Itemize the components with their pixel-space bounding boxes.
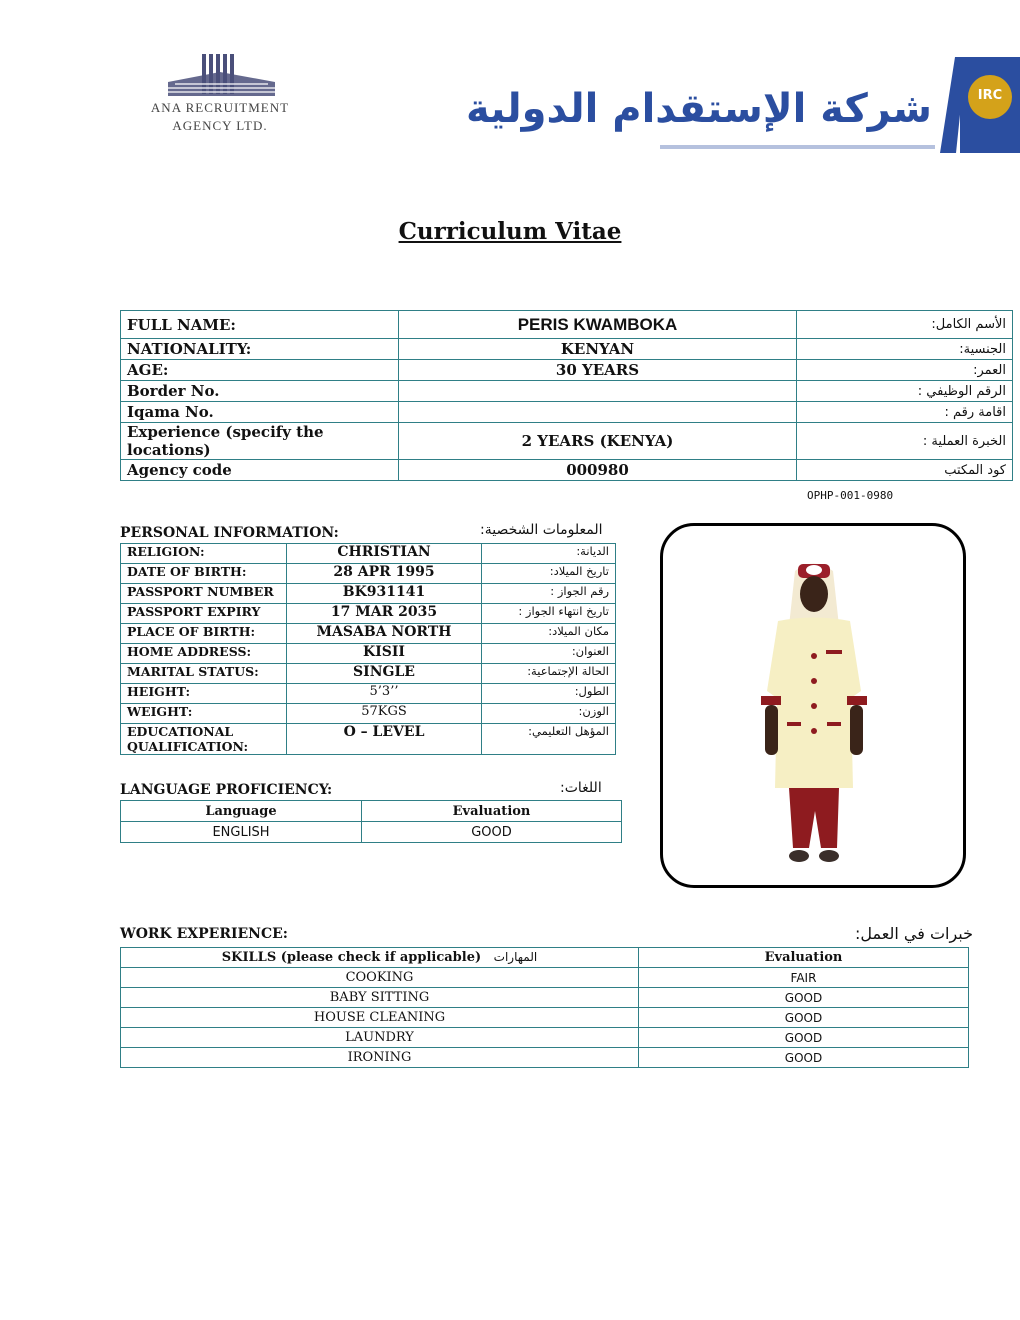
candidate-photo (660, 523, 966, 888)
skill-name: LAUNDRY (121, 1028, 639, 1048)
personal-info-label-ar: مكان الميلاد: (482, 624, 616, 644)
skill-name: HOUSE CLEANING (121, 1008, 639, 1028)
personal-info-label-ar: العنوان: (482, 644, 616, 664)
work-experience-title: WORK EXPERIENCE: (120, 926, 288, 942)
personal-info-row (121, 664, 616, 684)
personal-info-value: CHRISTIAN (287, 544, 482, 564)
language-name: ENGLISH (121, 822, 362, 843)
language-evaluation: GOOD (362, 822, 622, 843)
main-info-label-ar: كود المكتب (797, 460, 1013, 481)
main-info-label-ar: الأسم الكامل: (797, 311, 1013, 339)
personal-info-row (121, 604, 616, 624)
skill-evaluation: GOOD (639, 988, 969, 1008)
personal-info-value: KISII (287, 644, 482, 664)
personal-info-row (121, 544, 616, 564)
language-title: LANGUAGE PROFICIENCY: (120, 782, 333, 798)
ana-logo-line1: ANA RECRUITMENT (150, 100, 290, 115)
main-info-label: Experience (specify the locations) (121, 423, 399, 460)
main-info-value (399, 381, 797, 402)
skills-table (120, 947, 969, 1068)
personal-info-row (121, 724, 616, 755)
personal-info-label-ar: تاريخ الميلاد: (482, 564, 616, 584)
main-info-label-ar: الجنسية: (797, 339, 1013, 360)
skill-row (121, 1008, 969, 1028)
personal-info-row (121, 644, 616, 664)
main-info-row (121, 360, 1013, 381)
language-table (120, 800, 622, 843)
language-row (121, 822, 622, 843)
work-experience-title-ar: خبرات في العمل: (855, 924, 974, 943)
skill-row (121, 1048, 969, 1068)
skills-header-ar: المهارات (493, 950, 538, 964)
main-info-row (121, 339, 1013, 360)
personal-info-row (121, 684, 616, 704)
building-icon (130, 52, 310, 100)
main-info-value: 000980 (399, 460, 797, 481)
main-info-value: 2 YEARS (KENYA) (399, 423, 797, 460)
skill-evaluation: GOOD (639, 1008, 969, 1028)
personal-info-label: RELIGION: (121, 544, 287, 564)
ana-logo-line2: AGENCY LTD. (172, 118, 268, 133)
main-info-table (120, 310, 1013, 481)
personal-info-row (121, 704, 616, 724)
main-info-label: Iqama No. (121, 402, 399, 423)
irc-badge-text: IRC (977, 88, 1003, 103)
main-info-value: 30 YEARS (399, 360, 797, 381)
main-info-label-ar: الرقم الوظيفي : (797, 381, 1013, 402)
main-info-label: NATIONALITY: (121, 339, 399, 360)
personal-info-row (121, 624, 616, 644)
skills-evaluation-header: Evaluation (639, 948, 969, 968)
personal-info-title-ar: المعلومات الشخصية: (480, 522, 603, 538)
skills-header-label: SKILLS (please check if applicable) (221, 950, 482, 965)
personal-info-label-ar: الطول: (482, 684, 616, 704)
personal-info-value: 57KGS (287, 704, 482, 724)
personal-info-label: PLACE OF BIRTH: (121, 624, 287, 644)
skill-name: BABY SITTING (121, 988, 639, 1008)
main-info-row (121, 381, 1013, 402)
personal-info-row (121, 564, 616, 584)
reference-code: OPHP-001-0980 (807, 489, 894, 502)
personal-info-row (121, 584, 616, 604)
skill-row (121, 988, 969, 1008)
skill-evaluation: GOOD (639, 1048, 969, 1068)
main-info-row (121, 402, 1013, 423)
language-title-ar: اللغات: (560, 780, 602, 796)
main-info-row (121, 423, 1013, 460)
personal-info-value: 28 APR 1995 (287, 564, 482, 584)
skills-header (121, 948, 639, 968)
main-info-label: FULL NAME: (121, 311, 399, 339)
personal-info-label-ar: رقم الجواز : (482, 584, 616, 604)
candidate-figure (663, 526, 963, 885)
skill-name: COOKING (121, 968, 639, 988)
personal-info-label-ar: تاريخ انتهاء الجواز : (482, 604, 616, 624)
personal-info-label: EDUCATIONAL QUALIFICATION: (121, 724, 287, 755)
main-info-label-ar: اقامة رقم : (797, 402, 1013, 423)
main-info-row (121, 311, 1013, 339)
main-info-label: Border No. (121, 381, 399, 402)
personal-info-label-ar: المؤهل التعليمي: (482, 724, 616, 755)
main-info-label: AGE: (121, 360, 399, 381)
main-info-label-ar: الخبرة العملية : (797, 423, 1013, 460)
skill-evaluation: FAIR (639, 968, 969, 988)
personal-info-label-ar: الديانة: (482, 544, 616, 564)
skill-row (121, 968, 969, 988)
personal-info-label: MARITAL STATUS: (121, 664, 287, 684)
personal-info-value: MASABA NORTH (287, 624, 482, 644)
page-title: Curriculum Vitae (398, 218, 622, 245)
skill-row (121, 1028, 969, 1048)
personal-info-value: O – LEVEL (287, 724, 482, 755)
personal-info-label: DATE OF BIRTH: (121, 564, 287, 584)
irc-arabic-name: شركة الإستقدام الدولية (466, 86, 932, 132)
skill-evaluation: GOOD (639, 1028, 969, 1048)
main-info-value: KENYAN (399, 339, 797, 360)
personal-info-label: WEIGHT: (121, 704, 287, 724)
personal-info-label: PASSPORT NUMBER (121, 584, 287, 604)
personal-info-value: BK931141 (287, 584, 482, 604)
personal-info-title: PERSONAL INFORMATION: (120, 525, 339, 541)
main-info-label: Agency code (121, 460, 399, 481)
main-info-label-ar: العمر: (797, 360, 1013, 381)
main-info-value (399, 402, 797, 423)
evaluation-header: Evaluation (362, 801, 622, 822)
personal-info-label-ar: الحالة الإجتماعية: (482, 664, 616, 684)
personal-info-value: 5’3’’ (287, 684, 482, 704)
personal-info-value: SINGLE (287, 664, 482, 684)
skill-name: IRONING (121, 1048, 639, 1068)
main-info-row (121, 460, 1013, 481)
personal-info-label: PASSPORT EXPIRY (121, 604, 287, 624)
language-header: Language (121, 801, 362, 822)
personal-info-label-ar: الوزن: (482, 704, 616, 724)
personal-info-label: HEIGHT: (121, 684, 287, 704)
personal-info-table (120, 543, 616, 755)
personal-info-label: HOME ADDRESS: (121, 644, 287, 664)
main-info-value: PERIS KWAMBOKA (399, 311, 797, 339)
personal-info-value: 17 MAR 2035 (287, 604, 482, 624)
